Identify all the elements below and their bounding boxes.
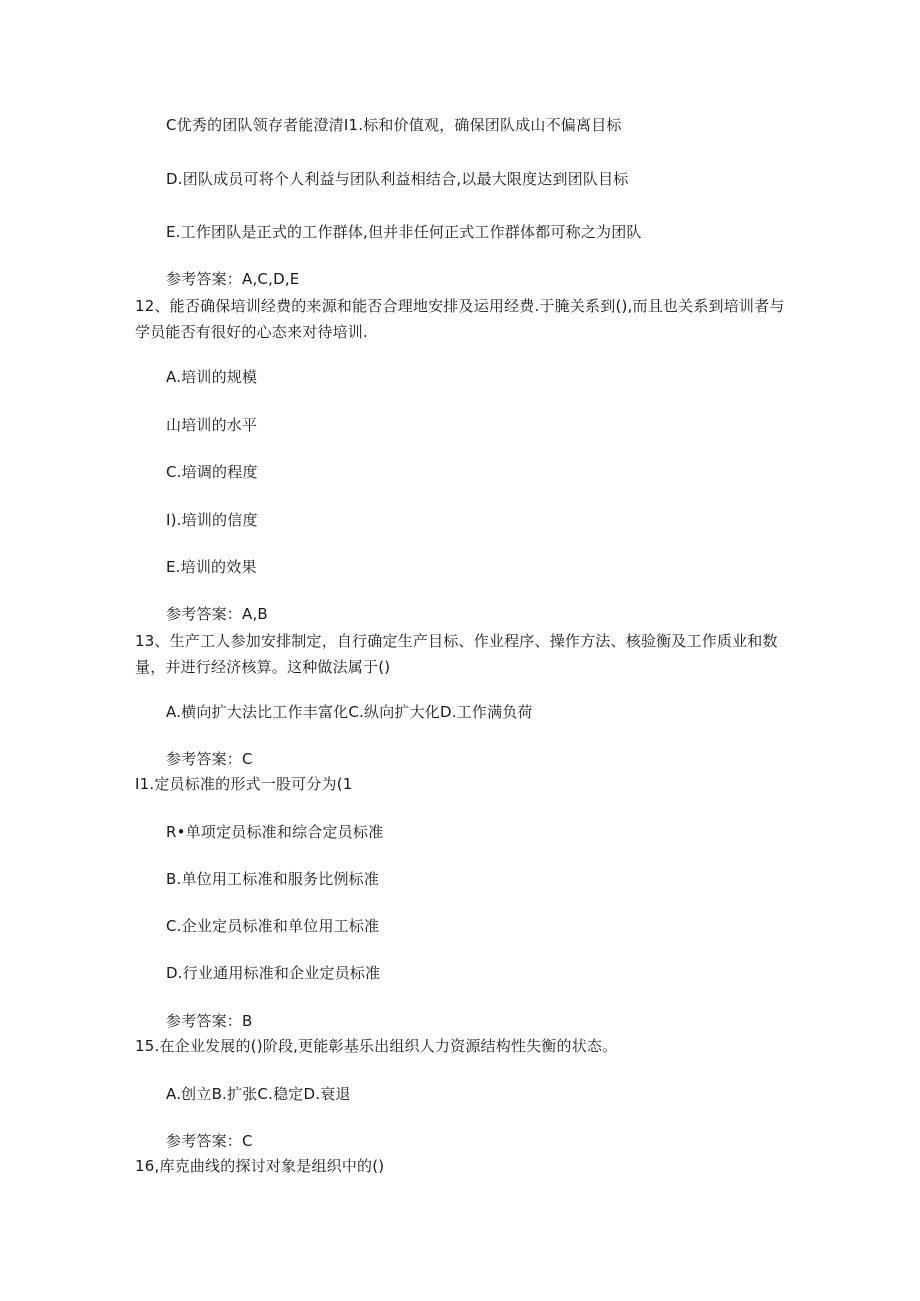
q12-option-a: A.培训的规模	[166, 368, 258, 386]
q12-option-e: E.培训的效果	[166, 558, 257, 576]
q12-option-c: C.培调的程度	[166, 463, 258, 481]
q12-question: 12、能否确保培训经费的来源和能否合理地安排及运用经费.于腌关系到(),而且也关系到培训者与学员能否有很好的心态来对待培训.	[135, 297, 785, 341]
q15-options: A.创立B.扩张C.稳定D.衰退	[166, 1085, 351, 1103]
q12-option-d: I).培训的信度	[166, 511, 258, 529]
q11-answer: 参考答案：A,C,D,E	[166, 270, 300, 288]
q11-option-e: E.工作团队是正式的工作群体,但并非任何正式工作群体都可称之为团队	[166, 223, 642, 241]
q12-answer: 参考答案：A,B	[166, 605, 268, 623]
q14-option-a: R•单项定员标准和综合定员标准	[166, 823, 384, 841]
q13-question: 13、生产工人参加安排制定，自行确定生产目标、作业程序、操作方法、核验衡及工作质业和数量，并进行经济核算。这种做法属于()	[135, 632, 778, 676]
q16-question: 16,库克曲线的探讨对象是组织中的()	[135, 1157, 385, 1175]
q14-answer: 参考答案：B	[166, 1012, 253, 1030]
q12-option-b: 山培训的水平	[166, 416, 258, 434]
q14-question: I1.定员标准的形式一股可分为(1	[135, 775, 353, 793]
q15-answer: 参考答案：C	[166, 1132, 253, 1150]
q11-option-c: C优秀的团队领存者能澄清I1.标和价值观，确保团队成山不偏离目标	[166, 116, 622, 134]
q14-option-b: B.单位用工标准和服务比例标准	[166, 870, 380, 888]
q11-option-d: D.团队成员可将个人利益与团队利益相结合,以最大限度达到团队目标	[166, 170, 629, 188]
q13-options: A.横向扩大法比工作丰富化C.纵向扩大化D.工作满负荷	[166, 703, 533, 721]
q13-answer: 参考答案：C	[166, 750, 253, 768]
q14-option-c: C.企业定员标准和单位用工标准	[166, 917, 380, 935]
q15-question: 15.在企业发展的()阶段,更能彰基乐出组织人力资源结构性失衡的状态。	[135, 1037, 618, 1055]
q14-option-d: D.行业通用标准和企业定员标准	[166, 964, 381, 982]
